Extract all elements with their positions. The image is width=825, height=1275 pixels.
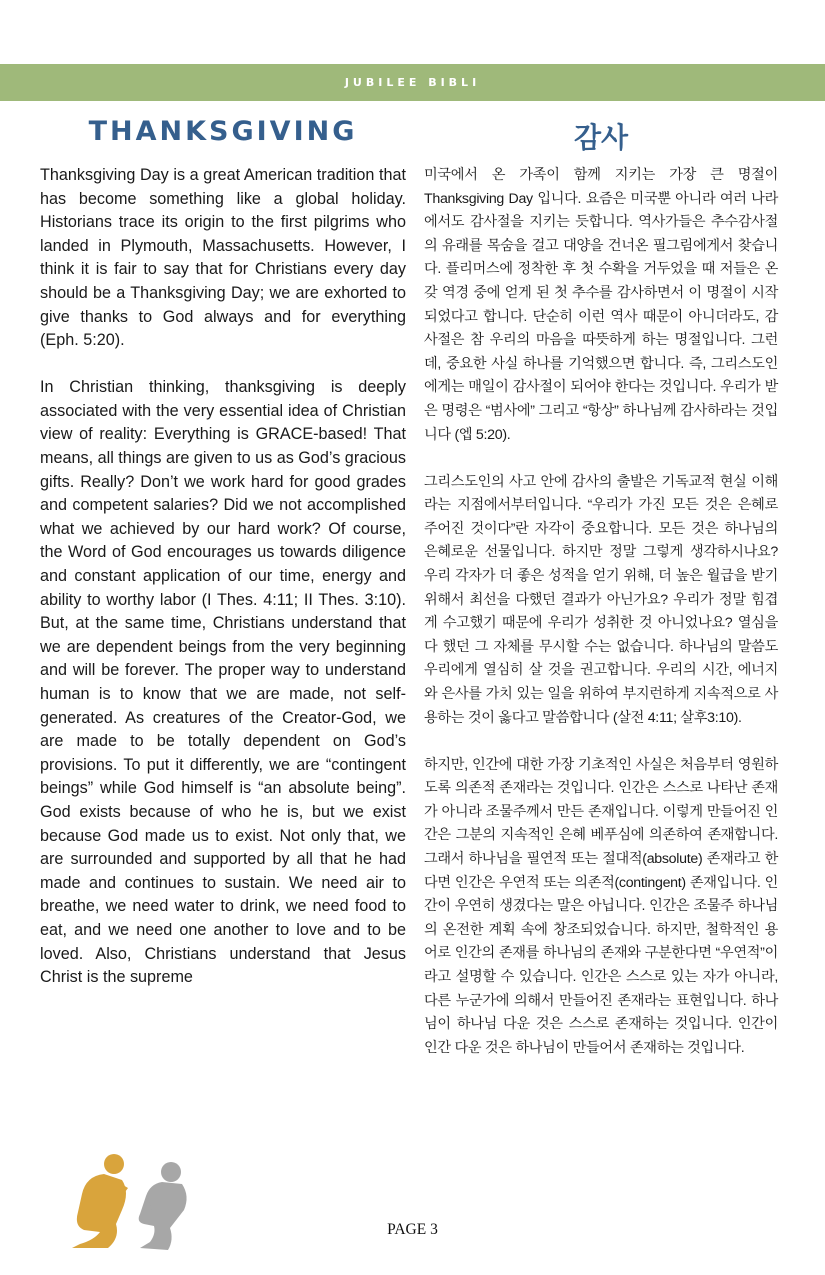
praying-figures-icon	[64, 1152, 196, 1252]
english-paragraph: In Christian thinking, thanksgiving is deeply associated with the very essential idea of Christian view of reality: Everything is GRACE-based! That means, all things are given to us as God’s gracious gifts. Really? Don’t we work hard for good grades and competent salaries? Did we not accomplished what we achieved by our hard work? Of course, the Word of God encourages us towards diligence and constant application of our time, energy and ability to worthy labor (I Thes. 4:11; II Thes. 3:10). But, at the same time, Christians understand that we are dependent beings from the very beginning and will be forever. The proper way to understand human is to know that we are made, not self-generated. As creatures of the Creator-God, we are made to be totally dependent on God’s provisions. To put it differently, we are “contingent beings” while God himself is “an absolute being”. God exists because of who he is, but we exist because God made us to exist. Not only that, we are surrounded and supported by all that he had made and continues to sustain. We need air to breathe, we need water to drink, we need food to eat, and we need one another to love and to be loved. Also, Christians understand that Jesus Christ is the supreme	[40, 378, 406, 987]
english-title: THANKSGIVING	[88, 116, 358, 147]
korean-paragraph: 미국에서 온 가족이 함께 지키는 가장 큰 명절이 Thanksgiving Day 입니다. 요즘은 미국뿐 아니라 여러 나라에서도 감사절을 지키는 듯합니다. 역사가들은 추수감사절의 유래를 목숨을 걸고 대양을 건너온 필그림에게서 찾습니다. 플리머스에 정착한 후 첫 수확을 거두었을 때 저들은 온갖 역경 중에 얻게 된 첫 추수를 감사하면서 이 명절이 시작되었다고 합니다. 단순히 이런 역사 때문이 아니더라도, 감사절은 참 우리의 마음을 따뜻하게 하는 명절입니다. 그런데, 중요한 사실 하나를 기억했으면 합니다. 즉, 그리스도인에게는 매일이 감사절이 되어야 한다는 것입니다. 우리가 받은 명령은 “범사에” 그리고 “항상” 하나님께 감사하라는 것입니다 (엡 5:20).	[424, 167, 778, 443]
page-number: PAGE 3	[387, 1221, 438, 1238]
english-paragraph: Thanksgiving Day is a great American tradition that has become something like a global holiday. Historians trace its origin to the first pilgrims who landed in Plymouth, Massachusetts. However, I think it is fair to say that for Christians every day should be a Thanksgiving Day; we are exhorted to give thanks to God always and for everything (Eph. 5:20).	[40, 166, 406, 350]
korean-paragraph: 하지만, 인간에 대한 가장 기초적인 사실은 처음부터 영원하도록 의존적 존재라는 것입니다. 인간은 스스로 나타난 존재가 아니라 조물주께서 만든 존재입니다. 이렇게 만들어진 인간은 그분의 지속적인 은혜 베푸심에 의존하여 존재합니다. 그래서 하나님을 필연적 또는 절대적(absolute) 존재라고 한다면 인간은 우연적 또는 의존적(contingent) 존재입니다. 인간이 우연히 생겼다는 말은 아닙니다. 인간은 조물주 하나님의 온전한 계획 속에 창조되었습니다. 하지만, 철학적인 용어로 인간의 존재를 하나님의 존재와 구분한다면 “우연적”이라고 설명할 수 있습니다. 인간은 스스로 있는 자가 아니라, 다른 누군가에 의해서 만들어진 존재라는 표현입니다. 하나님이 하나님 다운 것은 스스로 존재하는 것입니다. 인간이 인간 다운 것은 하나님이 만들어서 존재하는 것입니다.	[424, 756, 778, 1056]
kneeling-figure-grey-icon	[139, 1162, 187, 1250]
korean-paragraph: 그리스도인의 사고 안에 감사의 출발은 기독교적 현실 이해라는 지점에서부터입니다. “우리가 가진 모든 것은 은혜로 주어진 것이다”란 자각이 중요합니다. 모든 것은 하나님의 은혜로운 선물입니다. 하지만 정말 그렇게 생각하시나요? 우리 각자가 더 좋은 성적을 얻기 위해, 더 높은 월급을 받기 위해서 최선을 다했던 결과가 아닌가요? 우리가 정말 힘겹게 수고했기 때문에 우리가 성취한 것 아니었나요? 열심을 다 했던 그 자체를 무시할 수는 없습니다. 하나님의 말씀도 우리에게 열심히 살 것을 권고합니다. 우리의 시간, 에너지와 은사를 가치 있는 일을 위하여 부지런하게 지속적으로 사용하는 것이 옳다고 말씀합니다 (살전 4:11; 살후3:10).	[424, 473, 778, 726]
banner-title: JUBILEE BIBLI	[344, 76, 481, 89]
korean-title: 감사	[573, 121, 629, 154]
korean-column	[424, 164, 778, 1084]
english-column	[40, 164, 406, 1013]
kneeling-figure-gold-icon	[72, 1154, 128, 1248]
header-banner	[0, 64, 825, 101]
